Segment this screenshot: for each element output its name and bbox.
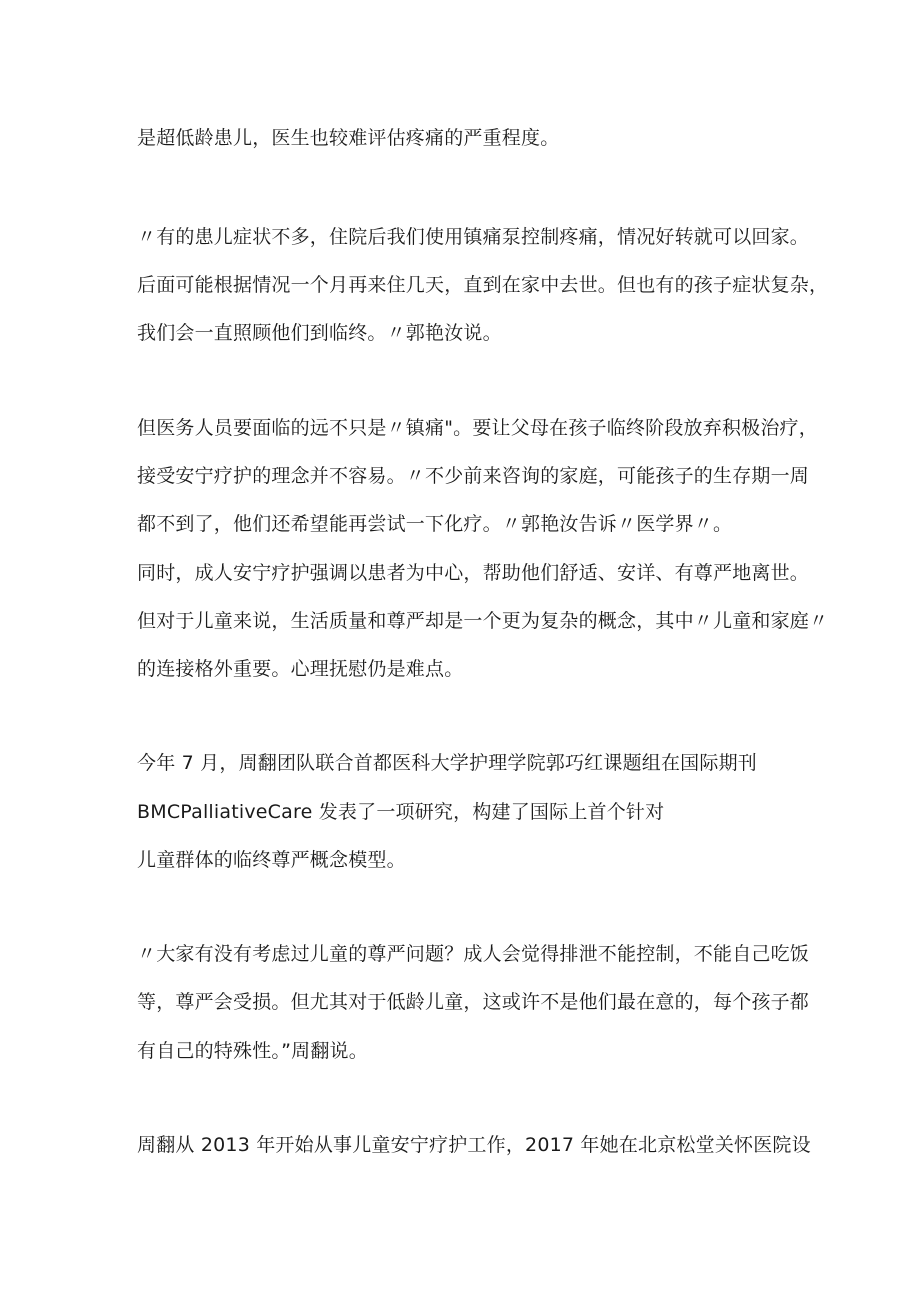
text-line: 都不到了，他们还希望能再尝试一下化疗。〃郭艳汝告诉〃医学界〃。 [137,513,733,535]
text-line: 同时，成人安宁疗护强调以患者为中心，帮助他们舒适、安详、有尊严地离世。 [137,562,810,584]
text-line: 周翻从 2013 年开始从事儿童安宁疗护工作，2017 年她在北京松堂关怀医院设 [137,1134,811,1156]
text-line: 后面可能根据情况一个月再来住几天，直到在家中去世。但也有的孩子症状复杂， [137,274,829,296]
text-line: 接受安宁疗护的理念并不容易。〃不少前来咨询的家庭，可能孩子的生存期一周 [137,465,810,487]
text-line: 儿童群体的临终尊严概念模型。 [137,849,406,871]
text-line: 有自己的特殊性。”周翻说。 [137,1040,368,1062]
text-line: 但医务人员要面临的远不只是〃镇痛"。要让父母在孩子临终阶段放弃积极治疗， [137,417,818,439]
text-line: 〃大家有没有考虑过儿童的尊严问题？成人会觉得排泄不能控制，不能自己吃饭 [137,943,810,965]
text-line: 但对于儿童来说，生活质量和尊严却是一个更为复杂的概念，其中〃儿童和家庭〃 [137,610,829,632]
text-line: BMCPalliativeCare 发表了一项研究，构建了国际上首个针对 [137,801,665,823]
text-line: 〃有的患儿症状不多，住院后我们使用镇痛泵控制疼痛，情况好转就可以回家。 [137,226,810,248]
text-line: 我们会一直照顾他们到临终。〃郭艳汝说。 [137,322,502,344]
text-line: 是超低龄患儿，医生也较难评估疼痛的严重程度。 [137,127,560,149]
text-line: 的连接格外重要。心理抚慰仍是难点。 [137,658,464,680]
text-line: 今年 7 月，周翻团队联合首都医科大学护理学院郭巧红课题组在国际期刊 [137,752,757,774]
text-line: 等，尊严会受损。但尤其对于低龄儿童，这或许不是他们最在意的，每个孩子都 [137,991,810,1013]
